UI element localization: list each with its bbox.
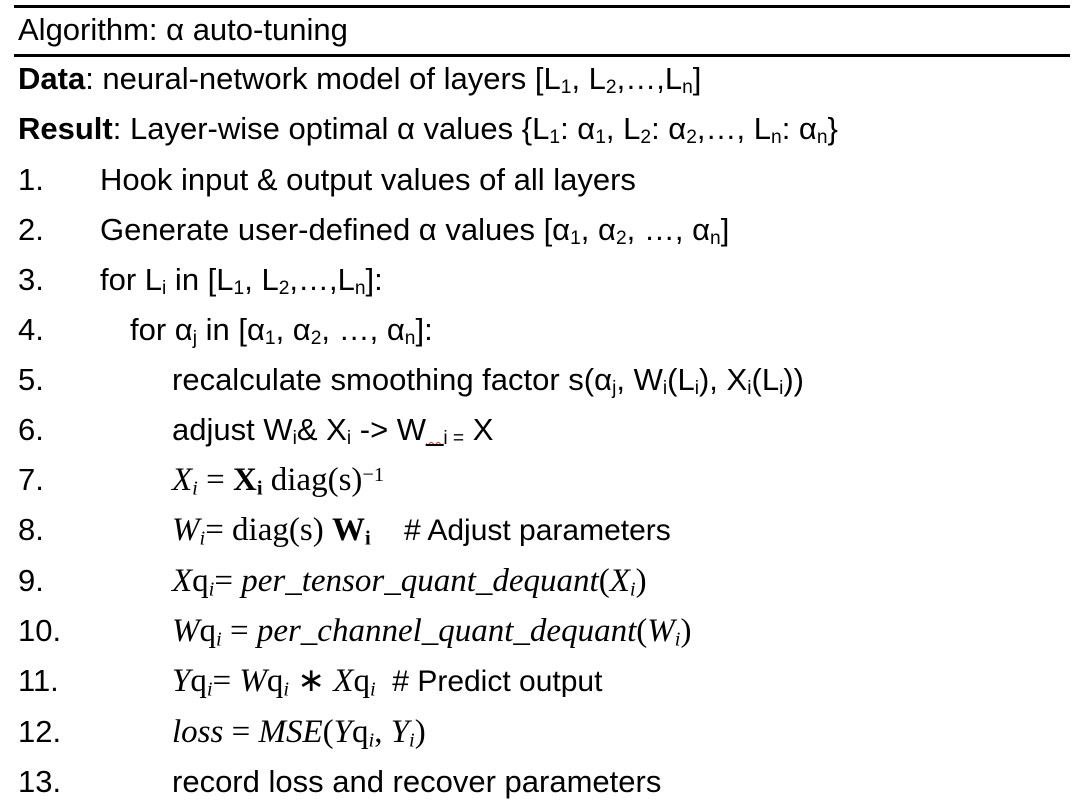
step-number: 9. <box>18 563 44 598</box>
result-text: : Layer-wise optimal α values {$L_1$: $\alpha_1$, $L_2$: $\alpha_2,\dots$, $L_n$: $\alpha_n$} <box>112 111 838 149</box>
step-text: $X_i = X_i$ $diag(s)^{-1}$ <box>172 462 385 500</box>
step-8 <box>14 505 1066 556</box>
step-11 <box>14 656 1066 707</box>
step-number: 8. <box>18 512 44 547</box>
step-number: 6. <box>18 412 44 447</box>
step-text: $Xq_i=$ $per\_tensor\_quant\_dequant(X_i)$ <box>172 563 647 601</box>
data-text: : neural-network model of layers [$L_1$, $L_2,\dots,L_n$] <box>85 61 702 99</box>
step-text: $W_i=$ diag(s) $W_i$ # Adjust parameters <box>172 512 671 550</box>
step-number: 12. <box>18 714 62 749</box>
step-text: for $\alpha_j$ in [$\alpha_1$, $\alpha_2$, …, $\alpha_n$]: <box>130 312 433 350</box>
step-2 <box>14 205 1066 255</box>
step-number: 5. <box>18 362 44 397</box>
step-1 <box>14 155 1066 205</box>
step-number: 2. <box>18 212 44 247</box>
step-9 <box>14 556 1066 606</box>
title-separator-rule <box>14 54 1070 57</box>
result-line <box>14 104 1066 154</box>
step-text: Generate user-defined α values [$\alpha_1$, $\alpha_2$, …, $\alpha_n$] <box>100 212 730 250</box>
step-10 <box>14 606 1066 656</box>
algorithm-title: Algorithm: α auto-tuning <box>18 12 348 47</box>
top-rule <box>14 5 1070 8</box>
step-text: recalculate smoothing factor $s(\alpha_j$, $W_i(L_i)$, $X_i(L_i)$) <box>172 362 805 400</box>
step-5 <box>14 355 1066 405</box>
step-number: 13. <box>18 764 62 799</box>
step-4 <box>14 305 1066 355</box>
step-text: for $L_i$ in [$L_1$, $L_2,\dots,L_n$]: <box>100 262 383 300</box>
data-label: Data <box>18 61 86 96</box>
step-number: 11. <box>18 663 59 698</box>
step-text: $Yq_i= Wq_i$ ∗ $Xq_i$ # Predict output <box>172 663 603 701</box>
data-line <box>14 54 1066 104</box>
step-text: Hook input & output values of all layers <box>100 162 636 197</box>
step-number: 10. <box>18 613 62 648</box>
step-number: 3. <box>18 262 44 297</box>
step-3 <box>14 255 1066 305</box>
step-text: loss = $MSE(Yq_i$, $Y_i$) <box>172 714 426 752</box>
step-text: $Wq_i$ = $per\_channel\_quant\_dequant(W_i)$ <box>172 613 692 651</box>
step-number: 1. <box>18 162 44 197</box>
step-13 <box>14 757 1066 807</box>
step-6 <box>14 405 1066 455</box>
step-number: 4. <box>18 312 44 347</box>
result-label: Result <box>18 111 113 146</box>
step-12 <box>14 707 1066 757</box>
step-text: adjust $W_i\&$ $X_i$ -> $W\__{i =}$ X <box>172 412 494 450</box>
step-text: record loss and recover parameters <box>172 764 662 799</box>
step-number: 7. <box>18 462 44 497</box>
algorithm-steps <box>14 155 1066 807</box>
step-7 <box>14 455 1066 505</box>
